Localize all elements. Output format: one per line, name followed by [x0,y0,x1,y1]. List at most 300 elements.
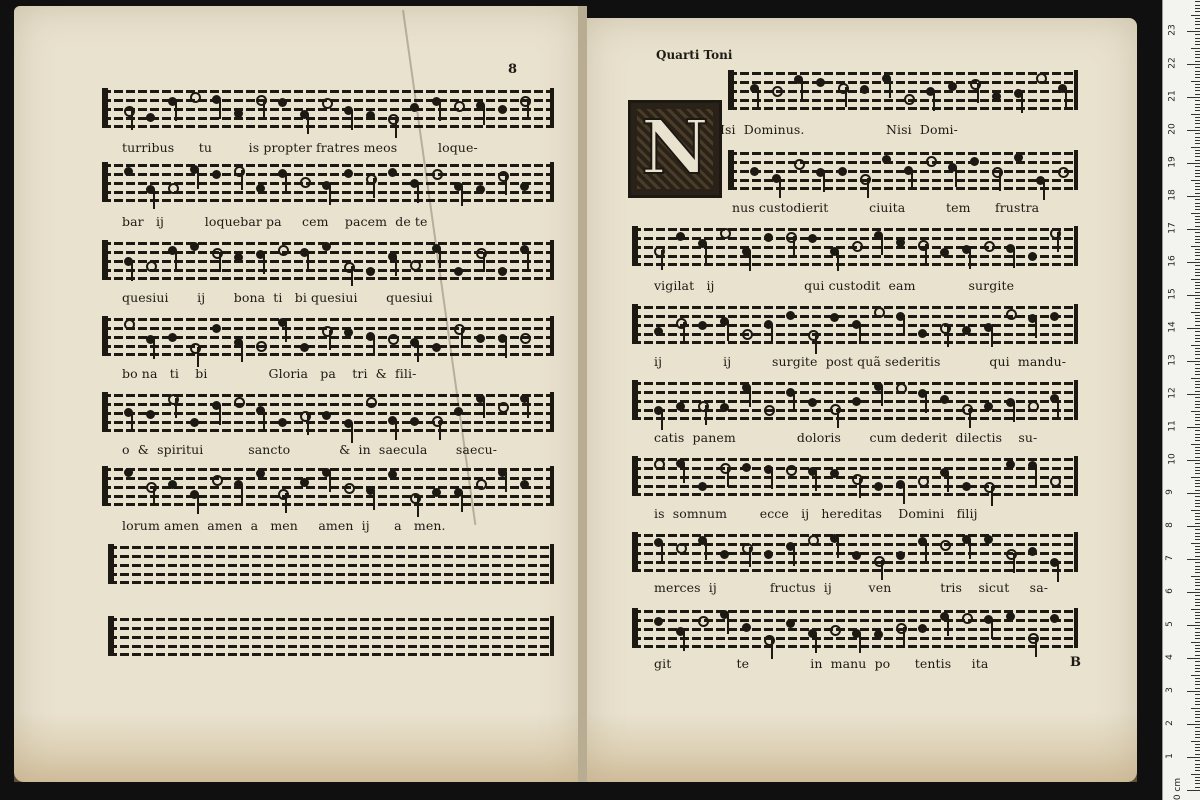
note [830,469,839,478]
note-stem [153,339,155,359]
note [940,323,951,334]
music-staff [632,226,1078,266]
note [410,417,419,426]
note [432,343,441,352]
note [146,410,155,419]
music-staff [102,162,554,202]
note [212,324,221,333]
lyric-line: vigilat ij qui custodit eam surgite [654,278,1015,293]
ruler-tick [1195,767,1200,768]
note-stem [837,538,839,558]
ruler-label: 20 [1167,123,1178,135]
note-stem [483,252,485,272]
note-stem [683,463,685,483]
note [190,418,199,427]
ruler-label: 0 cm [1173,777,1184,800]
ruler-tick [1195,137,1200,138]
tone-header: Quarti Toni [656,48,733,62]
ruler-label: 6 [1164,588,1175,594]
note [918,240,929,251]
note-stem [705,243,707,263]
note-stem [749,387,751,407]
ruler-tick [1195,173,1200,174]
ruler-tick [1191,114,1200,115]
note-stem [881,560,883,580]
note [654,327,663,336]
ruler-tick [1195,252,1200,253]
note [410,103,419,112]
ruler-tick [1195,721,1200,722]
ruler-tick [1187,163,1200,164]
note [388,114,399,125]
ruler-tick [1195,655,1200,656]
note [146,261,157,272]
ruler-tick [1195,704,1200,705]
note [432,416,443,427]
music-staff [102,88,554,128]
note-stem [263,410,265,430]
ruler-tick [1195,714,1200,715]
note [432,169,443,180]
ruler-tick [1187,724,1200,725]
ruler-tick [1195,605,1200,606]
note-stem [683,631,685,651]
note [962,326,971,335]
ruler-tick [1195,302,1200,303]
note [654,459,665,470]
ruler-tick [1195,681,1200,682]
ruler-tick [1195,133,1200,134]
music-staff [632,304,1078,344]
ruler-tick [1195,292,1200,293]
ruler-tick [1195,678,1200,679]
ruler-tick [1191,642,1200,643]
note [278,245,289,256]
lyric-line: catis panem doloris cum dederit dilectis su- [654,430,1038,445]
note-stem [197,494,199,514]
note [860,174,871,185]
ruler-label: 5 [1164,621,1175,627]
note [1006,612,1015,621]
note [1050,312,1059,321]
note-stem [329,185,331,205]
note-stem [1057,398,1059,418]
note [698,616,709,627]
note [962,482,971,491]
note [344,483,355,494]
note-stem [991,327,993,347]
note [278,98,287,107]
ruler-tick [1195,318,1200,319]
ruler-tick [1195,572,1200,573]
note-stem [1013,553,1015,573]
note [838,83,849,94]
note [146,482,157,493]
ruler-tick [1195,57,1200,58]
note-stem [461,186,463,206]
ruler-tick [1191,444,1200,445]
ruler-tick [1195,770,1200,771]
note [676,318,687,329]
ruler-tick [1195,688,1200,689]
ruler-tick [1195,364,1200,365]
page-folio: 8 [508,62,518,77]
lyric-line: bo na ti bi Gloria pa tri & fili- [122,366,417,381]
note-stem [131,261,133,281]
note [896,383,907,394]
note-stem [815,633,817,653]
note [388,470,397,479]
ruler-tick [1195,635,1200,636]
note [830,313,839,322]
ruler-tick [1195,437,1200,438]
ruler-tick [1195,275,1200,276]
note-stem [461,328,463,348]
ruler-tick [1195,562,1200,563]
note-stem [505,472,507,492]
ruler-tick [1195,717,1200,718]
note [366,174,377,185]
music-staff [108,544,554,584]
note [300,343,309,352]
note-stem [131,412,133,432]
note-stem [757,88,759,108]
note [720,403,729,412]
note-stem [1057,562,1059,582]
ruler-tick [1195,764,1200,765]
ruler-tick [1195,595,1200,596]
note [1028,252,1037,261]
ruler-tick [1191,576,1200,577]
note [476,479,487,490]
note [234,253,243,262]
note [874,482,883,491]
note-stem [705,405,707,425]
ruler-tick [1195,483,1200,484]
ruler-tick [1195,371,1200,372]
ruler-tick [1195,123,1200,124]
measurement-ruler [1162,0,1200,800]
note [940,395,949,404]
ruler-tick [1195,434,1200,435]
note [742,543,753,554]
ruler-tick [1195,219,1200,220]
ruler-tick [1195,496,1200,497]
note [256,95,267,106]
note [918,476,929,487]
note [124,468,133,477]
note [962,613,973,624]
note [432,488,441,497]
note [808,535,819,546]
note [278,489,289,500]
ruler-tick [1187,625,1200,626]
ruler-tick [1195,582,1200,583]
ruler-tick [1195,470,1200,471]
ruler-tick [1195,90,1200,91]
note [742,329,753,340]
note-stem [823,172,825,192]
note [764,550,773,559]
note-stem [793,236,795,256]
lyric-line: ij ij surgite post quã sederitis qui mandu- [654,354,1067,369]
note [520,96,531,107]
note [874,630,883,639]
ruler-tick [1195,414,1200,415]
ruler-label: 19 [1167,156,1178,168]
note-stem [911,170,913,190]
ruler-tick [1195,467,1200,468]
note [676,232,685,241]
note [1028,547,1037,556]
note-stem [219,252,221,272]
ruler-tick [1187,229,1200,230]
note-stem [153,189,155,209]
note-stem [417,183,419,203]
note-stem [815,334,817,354]
note [698,482,707,491]
note-stem [527,398,529,418]
ruler-tick [1195,602,1200,603]
ruler-tick [1195,665,1200,666]
note [742,463,751,472]
note [896,623,907,634]
ruler-tick [1187,460,1200,461]
note-stem [395,256,397,276]
note [300,411,311,422]
note-stem [417,497,419,517]
note-stem [969,539,971,559]
note-stem [417,342,419,362]
ruler-tick [1195,54,1200,55]
note [366,111,375,120]
note [234,166,245,177]
note-stem [749,547,751,567]
note-stem [263,99,265,119]
music-staff [102,316,554,356]
note-stem [197,169,199,189]
ruler-tick [1191,609,1200,610]
music-staff [632,532,1078,572]
ruler-tick [1195,536,1200,537]
ruler-tick [1195,387,1200,388]
ruler-tick [1195,777,1200,778]
note-stem [285,493,287,513]
note-stem [991,619,993,639]
note-stem [793,392,795,412]
ruler-tick [1195,744,1200,745]
ruler-tick [1195,651,1200,652]
note-stem [1013,248,1015,268]
lyric-line: git te in manu po tentis ita [654,656,989,671]
ruler-tick [1195,104,1200,105]
note [168,480,177,489]
ruler-tick [1195,166,1200,167]
ruler-tick [1195,1,1200,2]
note-stem [329,330,331,350]
note [190,343,201,354]
music-staff [728,150,1078,190]
ruler-tick [1191,675,1200,676]
ruler-tick [1195,282,1200,283]
note [322,411,331,420]
note [190,242,199,251]
ruler-tick [1195,523,1200,524]
water-stain [585,712,1137,782]
ruler-label: 13 [1167,354,1178,366]
note-stem [749,251,751,271]
ruler-label: 15 [1167,288,1178,300]
note-stem [395,420,397,440]
ruler-tick [1195,552,1200,553]
note-stem [815,471,817,491]
lyric-line: turribus tu is propter fratres meos loque- [122,140,478,155]
note-stem [801,79,803,99]
ruler-tick [1191,741,1200,742]
ruler-tick [1195,255,1200,256]
note [852,241,863,252]
note [816,78,825,87]
ruler-tick [1187,295,1200,296]
ruler-tick [1195,424,1200,425]
note [168,333,177,342]
note-stem [1043,180,1045,200]
ruler-tick [1195,430,1200,431]
ruler-tick [1195,61,1200,62]
note [1058,167,1069,178]
ruler-tick [1195,203,1200,204]
ruler-tick [1195,381,1200,382]
note [498,402,509,413]
note-stem [881,386,883,406]
ruler-tick [1195,480,1200,481]
note [1050,228,1061,239]
note [786,311,795,320]
note-stem [175,250,177,270]
note-stem [727,321,729,341]
ruler-tick [1195,783,1200,784]
ruler-tick [1195,760,1200,761]
ruler-tick [1195,236,1200,237]
ruler-tick [1195,44,1200,45]
ruler-tick [1195,589,1200,590]
note [124,167,133,176]
ruler-tick [1191,378,1200,379]
ruler-tick [1191,279,1200,280]
music-staff [102,466,554,506]
note [256,341,267,352]
note-stem [307,252,309,272]
note [882,155,891,164]
ruler-label: 14 [1167,321,1178,333]
ruler-tick [1195,618,1200,619]
note-stem [1035,318,1037,338]
ruler-tick [1195,750,1200,751]
ruler-tick [1195,490,1200,491]
note [212,248,223,259]
ruler-tick [1195,404,1200,405]
note-stem [867,178,869,198]
ruler-tick [1187,559,1200,560]
ruler-tick [1195,41,1200,42]
note [322,242,331,251]
lyric-line: Isi Dominus. Nisi Domi- [720,122,958,137]
ruler-tick [1195,420,1200,421]
note [918,329,927,338]
ruler-tick [1195,338,1200,339]
ruler-tick [1191,81,1200,82]
ruler-tick [1195,24,1200,25]
ruler-tick [1191,477,1200,478]
ruler-tick [1195,450,1200,451]
note-stem [483,105,485,125]
note [388,168,397,177]
note-stem [903,627,905,647]
ruler-tick [1195,21,1200,22]
note [698,321,707,330]
ruler-tick [1195,242,1200,243]
ruler-label: 11 [1167,420,1178,432]
ruler-tick [1191,312,1200,313]
ruler-tick [1187,526,1200,527]
note-stem [351,266,353,286]
note [322,98,333,109]
ruler-tick [1195,232,1200,233]
ruler-tick [1195,107,1200,108]
note-stem [933,91,935,111]
note-stem [881,235,883,255]
ruler-tick [1195,265,1200,266]
note-stem [683,322,685,342]
lyric-line: o & spiritui sancto & in saecula saecu- [122,442,498,457]
ruler-tick [1187,328,1200,329]
ruler-tick [1195,117,1200,118]
lyric-line: lorum amen amen a men amen ij a men. [122,518,446,533]
ruler-tick [1195,737,1200,738]
ruler-tick [1191,180,1200,181]
ruler-tick [1195,628,1200,629]
ruler-label: 9 [1164,489,1175,495]
ruler-tick [1195,645,1200,646]
note [256,184,265,193]
note [168,394,179,405]
ruler-label: 10 [1167,453,1178,465]
note-stem [779,178,781,198]
note-stem [837,408,839,428]
ruler-tick [1195,288,1200,289]
note [366,397,377,408]
ruler-label: 8 [1164,522,1175,528]
note [454,101,465,112]
ruler-tick [1195,780,1200,781]
note [344,328,353,337]
note-stem [925,541,927,561]
ruler-tick [1195,533,1200,534]
note-stem [969,408,971,428]
note [838,167,847,176]
ruler-tick [1195,463,1200,464]
ruler-tick [1191,774,1200,775]
note [212,170,221,179]
ruler-tick [1195,120,1200,121]
ruler-tick [1187,64,1200,65]
note-stem [527,100,529,120]
note [830,404,841,415]
ruler-tick [1195,500,1200,501]
ruler-tick [1195,440,1200,441]
note [786,619,795,628]
ruler-tick [1195,579,1200,580]
